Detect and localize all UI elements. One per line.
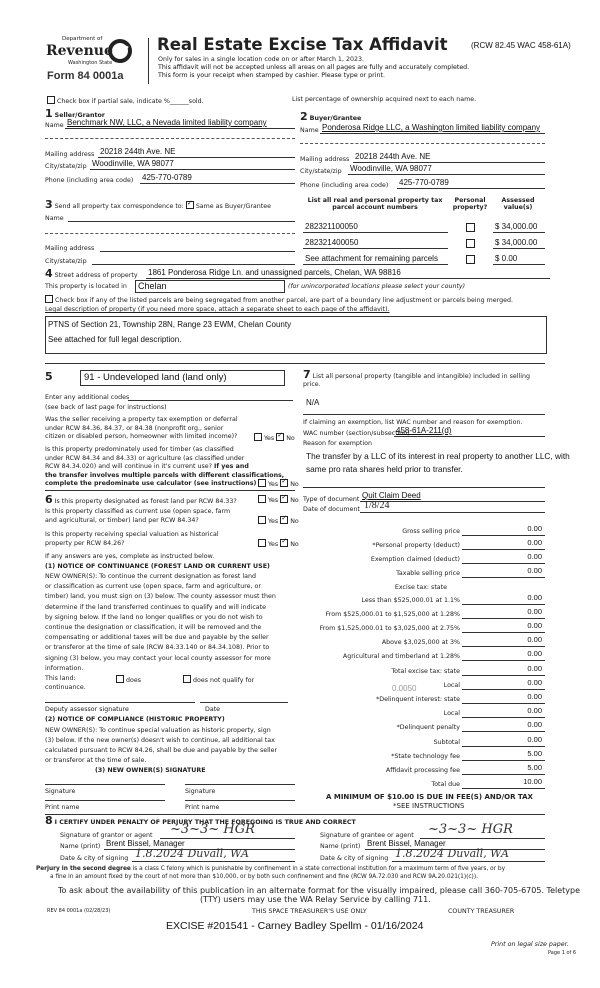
notice-line: NEW OWNER(S): To continue the current designation as forest land bbox=[45, 573, 256, 580]
legal-line-1: PTNS of Section 21, Township 28N, Range 23 EWM, Chelan County bbox=[48, 320, 292, 329]
tax-row-value[interactable]: 5.00 bbox=[527, 749, 542, 758]
owner-print-label: Print name bbox=[45, 804, 80, 811]
exemption-label: If claiming an exemption, list WAC number and reason for exemption. bbox=[303, 419, 523, 426]
rcw-ref: (RCW 82.45 WAC 458-61A) bbox=[471, 41, 571, 50]
page-title: Real Estate Excise Tax Affidavit bbox=[157, 35, 448, 54]
grantee-name-field[interactable]: Brent Bissel, Manager bbox=[367, 839, 446, 848]
county-select[interactable]: Chelan bbox=[135, 280, 285, 293]
dor-logo-icon bbox=[108, 38, 132, 64]
current-use-no-checkbox[interactable] bbox=[280, 516, 288, 524]
q2-note: If yes and bbox=[214, 463, 249, 470]
assessed-value-field[interactable]: $ 0.00 bbox=[495, 254, 518, 263]
sec3-label: Send all property tax correspondence to: bbox=[54, 203, 184, 210]
street-field[interactable]: 1861 Ponderosa Ridge Ln. and unassigned parcels, Chelan, WA 98816 bbox=[148, 268, 401, 277]
segregation-label: Check box if any of the listed parcels are being segregated from another parcel, are part of a boundary line adjustment or parcels being merged. bbox=[55, 297, 513, 304]
historic-question: Is this property receiving special valuation as historical bbox=[45, 531, 219, 538]
parcels-header: List all real and personal property tax parcel account numbers bbox=[307, 197, 443, 212]
list-pct-note: List percentage of ownership acquired next to each name. bbox=[292, 96, 477, 103]
tax-row-value[interactable]: 0.00 bbox=[527, 621, 542, 630]
doc-type-label: Type of document bbox=[303, 496, 360, 503]
local-rate: 0.0050 bbox=[392, 684, 417, 693]
owner-print-label-2: Print name bbox=[185, 804, 220, 811]
seller-phone-field[interactable]: 425-770-0789 bbox=[142, 173, 192, 182]
yes-label: Yes bbox=[268, 541, 279, 548]
personal-property-checkbox[interactable] bbox=[466, 223, 475, 232]
perjury-text: is a class C felony which is punishable by confinement in a state correctional institution for a maximum term of five years, or by bbox=[130, 866, 506, 872]
no-label: No bbox=[290, 518, 299, 525]
sec3-city-label: City/state/zip bbox=[45, 258, 87, 265]
q2-no-checkbox[interactable] bbox=[280, 479, 288, 487]
grantor-name-label: Name (print) bbox=[60, 843, 101, 850]
no-label: No bbox=[290, 541, 299, 548]
notice-line: signing (3) below, you may contact your local county assessor for more bbox=[45, 654, 271, 662]
reason-line-1[interactable]: The transfer by a LLC of its interest in real property to another LLC, with bbox=[306, 451, 570, 461]
section-number: 2 bbox=[300, 110, 308, 123]
dept-label: Department of bbox=[62, 36, 103, 42]
grantor-date-label: Date & city of signing bbox=[60, 855, 129, 862]
personal-property-checkbox[interactable] bbox=[466, 255, 475, 264]
buyer-title: Buyer/Grantee bbox=[309, 115, 362, 122]
sec3-name-label: Name bbox=[45, 215, 64, 222]
tax-row-label: Above $3,025,000 at 3% bbox=[381, 639, 460, 646]
q1-no-checkbox[interactable] bbox=[276, 433, 284, 441]
section-number: 7 bbox=[303, 368, 311, 381]
tax-row-value[interactable]: 0.00 bbox=[527, 706, 542, 715]
wac-field[interactable]: 458-61A-211(d) bbox=[396, 426, 452, 435]
section-number: 1 bbox=[45, 107, 53, 120]
forest-yes-checkbox[interactable] bbox=[258, 495, 266, 503]
seller-phone-label: Phone (including area code) bbox=[45, 177, 134, 184]
notice-line: or transferor at the time of sale (RCW 84.33.140 or 84.34.108). Prior to bbox=[45, 644, 270, 652]
sold-label: sold. bbox=[188, 98, 204, 105]
section-number: 8 bbox=[45, 814, 53, 827]
notice-compliance-title: (2) NOTICE OF COMPLIANCE (HISTORIC PROPERTY) bbox=[45, 716, 225, 723]
ifany-note: If any answers are yes, complete as instructed below. bbox=[45, 553, 215, 560]
tax-row-label: *State technology fee bbox=[391, 753, 460, 760]
certify-title: I CERTIFY UNDER PENALTY OF PERJURY THAT THE FOREGOING IS TRUE AND CORRECT bbox=[54, 819, 356, 826]
tax-row-value[interactable]: 0.00 bbox=[527, 720, 542, 729]
addl-codes-label: Enter any additional codes bbox=[45, 394, 130, 401]
grantor-date-field[interactable]: 1.8.2024 Duvall, WA bbox=[135, 847, 249, 860]
tax-row-label: Taxable selling price bbox=[396, 570, 460, 577]
buyer-phone-label: Phone (including area code) bbox=[300, 182, 389, 189]
grantee-date-label: Date & city of signing bbox=[320, 855, 389, 862]
q2-text: RCW 84.34.020) and will continue in it's current use? bbox=[45, 463, 212, 470]
parcel-number-field[interactable]: 282321400050 bbox=[305, 238, 359, 247]
notice-line: NEW OWNER(S): To continue special valuation as historic property, sign bbox=[45, 727, 271, 734]
q1-text: Was the seller receiving a property tax exemption or deferral bbox=[45, 416, 238, 423]
tax-row-label: Gross selling price bbox=[402, 528, 460, 535]
tax-row-value[interactable]: 0.00 bbox=[527, 664, 542, 673]
tax-row-label: Total due bbox=[431, 781, 460, 788]
accessibility-note: To ask about the availability of this publication in an alternate format for the visually impaired, please call 360-705-6705. Teletype bbox=[58, 886, 581, 895]
tax-row-value[interactable]: 5.00 bbox=[527, 763, 542, 772]
header-note-1: Only for sales in a single location code on or after March 1, 2023. bbox=[158, 56, 364, 63]
yes-label: Yes bbox=[264, 435, 275, 442]
tax-row-value[interactable]: 0.00 bbox=[527, 735, 542, 744]
tax-row-label: *Delinquent interest: state bbox=[376, 696, 460, 703]
partial-sale[interactable]: Check box if partial sale, indicate %______sold. bbox=[47, 96, 204, 105]
legal-description-field[interactable] bbox=[45, 316, 547, 354]
forest-no-checkbox[interactable] bbox=[280, 495, 288, 503]
notice-line: or classification as current use (open space, farm and agriculture, or bbox=[45, 583, 261, 591]
wac-label: WAC number (section/subsection) bbox=[303, 430, 410, 437]
grantor-sig-label: Signature of grantor or agent bbox=[60, 832, 153, 839]
seller-title: Seller/Grantor bbox=[54, 112, 105, 119]
county-treasurer: COUNTY TREASURER bbox=[448, 908, 515, 915]
new-owner-sig-title: (3) NEW OWNER(S) SIGNATURE bbox=[95, 767, 206, 774]
tax-row-label: *Delinquent penalty bbox=[396, 724, 460, 731]
sec3-mail-label: Mailing address bbox=[45, 245, 95, 252]
tax-row-label: Exemption claimed (deduct) bbox=[370, 556, 460, 563]
personal-header: Personal property? bbox=[452, 197, 488, 212]
minimum-note: A MINIMUM OF $10.00 IS DUE IN FEE(S) AND/OR TAX bbox=[326, 793, 533, 801]
revenue-logo-text: Revenue bbox=[46, 43, 113, 59]
tax-row-value[interactable]: 10.00 bbox=[523, 777, 542, 786]
notice-continuance-title: (1) NOTICE OF CONTINUANCE (FOREST LAND OR CURRENT USE) bbox=[45, 563, 270, 570]
street-label: Street address of property bbox=[54, 272, 138, 279]
notice-line: information. bbox=[45, 664, 84, 672]
seller-mail-label: Mailing address bbox=[45, 151, 95, 158]
q2-text: under RCW 84.34 and 84.33) or agriculture (as classified under bbox=[45, 454, 245, 462]
does-not-label: does not qualify for bbox=[193, 677, 255, 684]
perjury-text-2: a fine in an amount fixed by the court of not more than $10,000, or by both such confinement and fine (RCW 9A.72.030 and RCW 9A.20.021(1)(c)). bbox=[50, 874, 478, 880]
does-label: does bbox=[126, 677, 142, 684]
assessed-value-field[interactable]: $ 34,000.00 bbox=[495, 222, 538, 231]
q2-note: complete the predominate use calculator (see instructions) bbox=[45, 480, 257, 487]
does-not-qualify-checkbox[interactable] bbox=[183, 675, 191, 683]
tax-row-label: Subtotal bbox=[433, 739, 460, 746]
excise-stamp: EXCISE #201541 - Carney Badley Spellm - 01/16/2024 bbox=[166, 920, 424, 932]
buyer-city-label: City/state/zip bbox=[300, 168, 342, 175]
yes-label: Yes bbox=[268, 481, 279, 488]
segregation-checkbox[interactable] bbox=[45, 295, 53, 303]
buyer-mail-field[interactable]: 20218 244th Ave. NE bbox=[355, 152, 431, 161]
owner-sig-label: Signature bbox=[45, 788, 76, 795]
no-label: No bbox=[286, 435, 295, 442]
q1-yes-checkbox[interactable] bbox=[254, 433, 262, 441]
notice-line: timber) land, you must sign on (3) below. The county assessor must then bbox=[45, 593, 276, 601]
tax-row-label: Less than $525,000.01 at 1.1% bbox=[361, 597, 460, 604]
historic-yes-checkbox[interactable] bbox=[258, 539, 266, 547]
located-label: This property is located in bbox=[45, 283, 127, 290]
current-use-question: and agricultural, or timber) land per RCW 84.34? bbox=[45, 516, 199, 524]
same-as-buyer-checkbox[interactable] bbox=[186, 201, 194, 209]
header-note-2: This affidavit will not be accepted unless all areas on all pages are fully and accurately completed. bbox=[158, 64, 470, 71]
seller-city-field[interactable]: Woodinville, WA 98077 bbox=[92, 159, 174, 168]
section-number: 4 bbox=[45, 267, 53, 280]
tax-row-value[interactable]: 0.00 bbox=[527, 552, 542, 561]
tax-row-value[interactable]: 0.00 bbox=[527, 566, 542, 575]
q1-text: citizen or disabled person, homeowner with limited income)? bbox=[45, 433, 238, 440]
doc-type-field[interactable]: Quit Claim Deed bbox=[362, 491, 421, 500]
accessibility-note-2: (TTY) users may use the WA Relay Service by calling 711. bbox=[200, 895, 431, 904]
no-label: No bbox=[290, 497, 299, 504]
doc-date-field[interactable]: 1/8/24 bbox=[364, 500, 390, 511]
seller-name-field[interactable]: Benchmark NW, LLC, a Nevada limited liability company bbox=[67, 118, 267, 127]
q2-note: the transfer involves multiple parcels with different classifications, bbox=[45, 471, 285, 479]
section-number: 6 bbox=[45, 493, 53, 506]
deputy-sig-label: Deputy assessor signature bbox=[45, 706, 129, 713]
forest-question: Is this property designated as forest land per RCW 84.33? bbox=[54, 498, 237, 505]
historic-no-checkbox[interactable] bbox=[280, 539, 288, 547]
addl-codes-hint: (see back of last page for instructions) bbox=[45, 404, 167, 411]
tax-row-label: Local bbox=[443, 682, 460, 689]
tax-row-value[interactable]: 0.00 bbox=[527, 635, 542, 644]
section-number: 5 bbox=[45, 370, 53, 383]
located-hint: (for unincorporated locations please select your county) bbox=[288, 283, 466, 290]
notice-line: (3) below. If the new owner(s) doesn't wish to continue, all additional tax bbox=[45, 737, 275, 744]
assessed-header: Assessed value(s) bbox=[501, 197, 535, 212]
notice-line: compensating or additional taxes will be due and payable by the seller bbox=[45, 634, 269, 642]
q2-yes-checkbox[interactable] bbox=[258, 479, 266, 487]
seller-city-label: City/state/zip bbox=[45, 163, 87, 170]
tax-row-value[interactable]: 0.00 bbox=[527, 678, 542, 687]
personal-property-field[interactable]: N/A bbox=[306, 398, 320, 407]
reason-label: Reason for exemption bbox=[303, 440, 372, 447]
seller-name-label: Name bbox=[45, 122, 64, 129]
current-use-yes-checkbox[interactable] bbox=[258, 516, 266, 524]
sec7-label: List all personal property (tangible and intangible) included in selling bbox=[312, 373, 531, 380]
continuance-label: continuance. bbox=[45, 684, 86, 691]
buyer-mail-label: Mailing address bbox=[300, 156, 350, 163]
treasurer-use: THIS SPACE TREASURER'S USE ONLY bbox=[252, 908, 367, 915]
perjury-bold: Perjury in the second degree bbox=[36, 866, 131, 872]
tax-row-label: Agricultural and timberland at 1.28% bbox=[342, 653, 460, 660]
tax-row-value[interactable]: 0.00 bbox=[527, 607, 542, 616]
grantee-signature[interactable]: ~3~3~ HGR bbox=[428, 822, 513, 837]
partial-sale-checkbox[interactable] bbox=[47, 96, 55, 104]
tax-row-label: From $1,525,000.01 to $3,025,000 at 2.75% bbox=[319, 625, 460, 632]
q2-text: Is this property predominately used for timber (as classified bbox=[45, 446, 234, 453]
see-instructions: *SEE INSTRUCTIONS bbox=[393, 802, 465, 810]
tax-row-label: Excise tax: state bbox=[394, 584, 447, 591]
tax-row-label: Affidavit processing fee bbox=[385, 767, 460, 774]
buyer-city-field[interactable]: Woodinville, WA 98077 bbox=[350, 164, 432, 173]
tax-row-label: Local bbox=[443, 710, 460, 717]
no-label: No bbox=[290, 481, 299, 488]
owner-sig-label-2: Signature bbox=[185, 788, 216, 795]
rev-number: REV 84 0001a (02/28/23) bbox=[47, 908, 111, 914]
tax-row-value[interactable]: 0.00 bbox=[527, 538, 542, 547]
tax-row-label: Total excise tax: state bbox=[391, 668, 460, 675]
tax-row-label: From $525,000.01 to $1,525,000 at 1.28% bbox=[325, 611, 460, 618]
page-number: Page 1 of 6 bbox=[548, 950, 577, 956]
buyer-name-label: Name bbox=[300, 127, 319, 134]
personal-property-checkbox[interactable] bbox=[466, 239, 475, 248]
doc-date-label: Date of document bbox=[303, 506, 360, 513]
header-divider bbox=[148, 38, 149, 84]
tax-row-label: *Personal property (deduct) bbox=[372, 542, 460, 549]
notice-line: by signing below. If the land no longer qualifies or you do not wish to bbox=[45, 613, 263, 621]
assessed-value-field[interactable]: $ 34,000.00 bbox=[495, 238, 538, 247]
yes-label: Yes bbox=[268, 497, 279, 504]
grantee-name-label: Name (print) bbox=[320, 843, 361, 850]
tax-row-value[interactable]: 0.00 bbox=[527, 649, 542, 658]
notice-line: or transferor at the time of sale. bbox=[45, 757, 147, 764]
does-qualify-checkbox[interactable] bbox=[116, 675, 124, 683]
notice-line: calculated pursuant to RCW 84.26, shall be due and payable by the seller bbox=[45, 747, 278, 754]
grantee-sig-label: Signature of grantee or agent bbox=[320, 832, 414, 839]
grantor-signature[interactable]: ~3~3~ HGR bbox=[170, 822, 255, 837]
form-number: Form 84 0001a bbox=[47, 70, 124, 82]
deputy-date-label: Date bbox=[205, 706, 221, 713]
parcel-number-field[interactable]: 282321100050 bbox=[305, 222, 358, 231]
tax-row-value[interactable]: 0.00 bbox=[527, 593, 542, 602]
grantee-date-field[interactable]: 1.8.2024 Duvall, WA bbox=[395, 847, 509, 860]
notice-line: determine if the land transferred continues to qualify and will indicate bbox=[45, 603, 266, 611]
section-number: 3 bbox=[45, 198, 53, 211]
historic-question: property per RCW 84.26? bbox=[45, 539, 125, 547]
parcel-number-field[interactable]: See attachment for remaining parcels bbox=[305, 254, 438, 263]
buyer-name-field[interactable]: Ponderosa Ridge LLC, a Washington limited liability company bbox=[322, 123, 541, 132]
partial-sale-label: Check box if partial sale, indicate % bbox=[57, 98, 170, 105]
this-land-label: This land: bbox=[45, 675, 76, 682]
current-use-question: Is this property classified as current use (open space, farm bbox=[45, 508, 231, 515]
header-note-3: This form is your receipt when stamped by cashier. Please type or print. bbox=[158, 72, 385, 79]
legal-line-2: See attached for full legal description. bbox=[48, 335, 182, 344]
state-label: Washington State bbox=[68, 60, 113, 66]
grantor-name-field[interactable]: Brent Bissel, Manager bbox=[106, 839, 185, 848]
q1-text: under RCW 84.36, 84.37, or 84.38 (nonprofit org., senior bbox=[45, 424, 224, 432]
buyer-phone-field[interactable]: 425-770-0789 bbox=[399, 178, 449, 187]
reason-line-2[interactable]: same pro rata shares held prior to transfer. bbox=[306, 464, 463, 474]
notice-line: continue the designation or classification, it will be removed and the bbox=[45, 624, 262, 632]
sec7-label-2: price. bbox=[303, 381, 321, 388]
tax-row-value[interactable]: 0.00 bbox=[527, 524, 542, 533]
land-use-code-select[interactable]: 91 - Undeveloped land (land only) bbox=[80, 370, 285, 386]
yes-label: Yes bbox=[268, 518, 279, 525]
legal-paper-note: Print on legal size paper. bbox=[491, 941, 569, 948]
legal-label: Legal description of property (if you need more space, attach a separate sheet to each page of the affidavit). bbox=[45, 306, 390, 313]
tax-row-value[interactable]: 0.00 bbox=[527, 692, 542, 701]
seller-mail-field[interactable]: 20218 244th Ave. NE bbox=[100, 147, 176, 156]
same-as-buyer-label: Same as Buyer/Grantee bbox=[195, 203, 271, 210]
